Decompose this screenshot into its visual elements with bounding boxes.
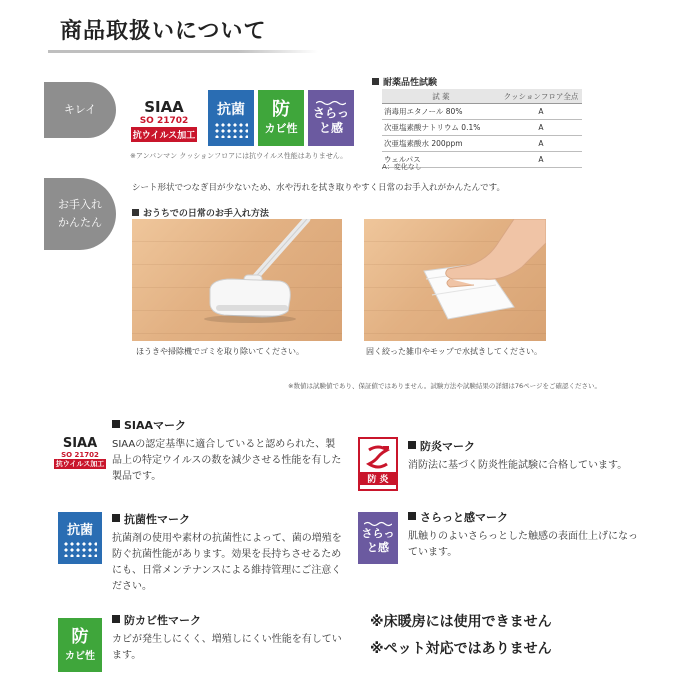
siaa-mark-title-text: SIAAマーク xyxy=(124,419,187,432)
table-cell-result: A xyxy=(500,104,582,120)
smooth-mark-description: 肌触りのよいさらっとした触感の表面仕上げになっています。 xyxy=(408,531,638,558)
flame-retardant-mark-title xyxy=(408,438,475,454)
antimold-mark-icon xyxy=(58,618,102,672)
antibacterial-mark-title xyxy=(112,511,190,527)
siaa-mark-description: SIAAの認定基準に適合していると認められた、製品上の特定ウイルスの数を減少させる性能を有した製品です。 xyxy=(112,439,342,482)
chemical-test-table xyxy=(382,89,582,168)
hand-cloth-icon xyxy=(364,219,546,341)
table-cell-result: A xyxy=(500,120,582,136)
table-row xyxy=(382,104,582,120)
chemical-test-title-text: 耐薬品性試験 xyxy=(383,78,438,88)
chemical-test-note: A：変化なし xyxy=(382,163,422,171)
antimold-badge-big: 防 xyxy=(272,99,290,120)
antimold-mark-big: 防 xyxy=(71,627,89,647)
chemical-test-title xyxy=(372,75,437,88)
smooth-mark-line1: さらっ xyxy=(361,527,395,540)
smooth-badge-line2: と感 xyxy=(318,121,343,135)
smooth-mark-title xyxy=(408,509,508,525)
antimold-badge-icon xyxy=(258,90,304,146)
siaa-mark-title xyxy=(112,417,186,433)
page-title: 商品取扱いについて xyxy=(60,19,267,44)
vacuum-cleaner-icon xyxy=(132,219,342,341)
antibacterial-mark-title-text: 抗菌性マーク xyxy=(124,513,190,526)
table-header-reagent: 試 薬 xyxy=(382,89,500,104)
table-row xyxy=(382,136,582,152)
section-label-maintenance-line1: お手入れ xyxy=(58,198,102,211)
siaa-iso: SO 21702 xyxy=(61,450,99,459)
table-row xyxy=(382,120,582,136)
antibacterial-mark-label: 抗菌 xyxy=(66,523,93,538)
section-label-maintenance-line2: かんたん xyxy=(58,216,102,229)
flame-retardant-mark-icon xyxy=(358,437,398,491)
warning-floor-heating: ※床暖房には使用できません xyxy=(370,614,552,630)
table-header-result: クッションフロア全点 xyxy=(500,89,582,104)
siaa-badge-icon xyxy=(128,90,200,150)
maintenance-heading-text: おうちでの日常のお手入れ方法 xyxy=(143,209,269,219)
disclaimer-note: ※数値は試験値であり、保証値ではありません。試験方法や試験結果の詳細は76ページをご確認ください。 xyxy=(288,382,601,390)
smooth-mark-line2: と感 xyxy=(367,541,389,554)
cloth-caption: 固く絞った雑巾やモップで水拭きしてください。 xyxy=(366,347,542,356)
vacuum-caption: ほうきや掃除機でゴミを取り除いてください。 xyxy=(136,347,304,356)
siaa-mark-icon xyxy=(52,432,108,472)
maintenance-heading xyxy=(132,206,269,219)
square-bullet-icon xyxy=(112,420,120,428)
vacuum-photo xyxy=(132,219,342,341)
title-underline xyxy=(48,50,318,53)
warning-pets: ※ペット対応ではありません xyxy=(370,641,552,657)
antimold-mark-title xyxy=(112,612,201,628)
smooth-badge-icon xyxy=(308,90,354,146)
section-label-kirei-text: キレイ xyxy=(63,103,97,116)
dot-pattern xyxy=(63,541,97,557)
antibacterial-mark-icon xyxy=(58,512,102,564)
section-label-maintenance-text xyxy=(58,196,102,232)
antibacterial-badge-icon xyxy=(208,90,254,146)
square-bullet-icon xyxy=(112,615,120,623)
antibacterial-mark-description: 抗菌剤の使用や素材の抗菌性によって、菌の増殖を防ぐ抗菌性能があります。効果を長持ちさせるためにも、日常メンテナンスによる維持管理にご注意ください。 xyxy=(112,533,342,592)
smooth-mark-icon xyxy=(358,512,398,564)
table-header-row xyxy=(382,89,582,104)
antimold-mark-title-text: 防カビ性マーク xyxy=(124,614,201,627)
dot-pattern xyxy=(214,122,248,138)
smooth-mark-title-text: さらっと感マーク xyxy=(420,511,508,524)
table-cell-reagent: 次亜塩素酸ナトリウム 0.1% xyxy=(382,120,500,136)
table-cell-result: A xyxy=(500,136,582,152)
table-cell-reagent: 消毒用エタノール 80% xyxy=(382,104,500,120)
square-bullet-icon xyxy=(408,512,416,520)
maintenance-description: シート形状でつなぎ目が少ないため、水や汚れを拭き取りやすく日常のお手入れがかんたんです。 xyxy=(132,183,505,193)
siaa-sub: 抗ウイルス加工 xyxy=(131,127,197,142)
smooth-badge-line1: さらっ xyxy=(312,106,349,120)
square-bullet-icon xyxy=(132,209,139,216)
siaa-sub: 抗ウイルス加工 xyxy=(55,459,105,468)
square-bullet-icon xyxy=(372,78,379,85)
flame-retardant-mark-description: 消防法に基づく防炎性能試験に合格しています。 xyxy=(408,460,628,471)
flame-retardant-mark-label: 防 炎 xyxy=(360,472,396,485)
antimold-mark-small: カビ性 xyxy=(65,651,95,662)
table-cell-reagent: 次亜塩素酸水 200ppm xyxy=(382,136,500,152)
siaa-logo: SIAA xyxy=(62,435,98,451)
siaa-logo: SIAA xyxy=(144,98,184,116)
siaa-iso: SO 21702 xyxy=(139,116,189,126)
table-cell-reagent: ウェルパス xyxy=(382,152,500,168)
antibacterial-badge-label: 抗菌 xyxy=(217,101,245,118)
table-cell-result: A xyxy=(500,152,582,168)
square-bullet-icon xyxy=(408,441,416,449)
section-label-maintenance xyxy=(44,178,116,250)
antimold-mark-description: カビが発生しにくく、増殖しにくい性能を有しています。 xyxy=(112,634,342,661)
section-label-kirei xyxy=(44,82,116,138)
badge-note: ※アンパンマン クッションフロアには抗ウイルス性能はありません。 xyxy=(130,152,348,160)
cloth-wipe-photo xyxy=(364,219,546,341)
flame-retardant-symbol-icon xyxy=(365,444,391,470)
flame-retardant-mark-title-text: 防炎マーク xyxy=(420,440,475,453)
antimold-badge-small: カビ性 xyxy=(264,122,298,135)
square-bullet-icon xyxy=(112,514,120,522)
